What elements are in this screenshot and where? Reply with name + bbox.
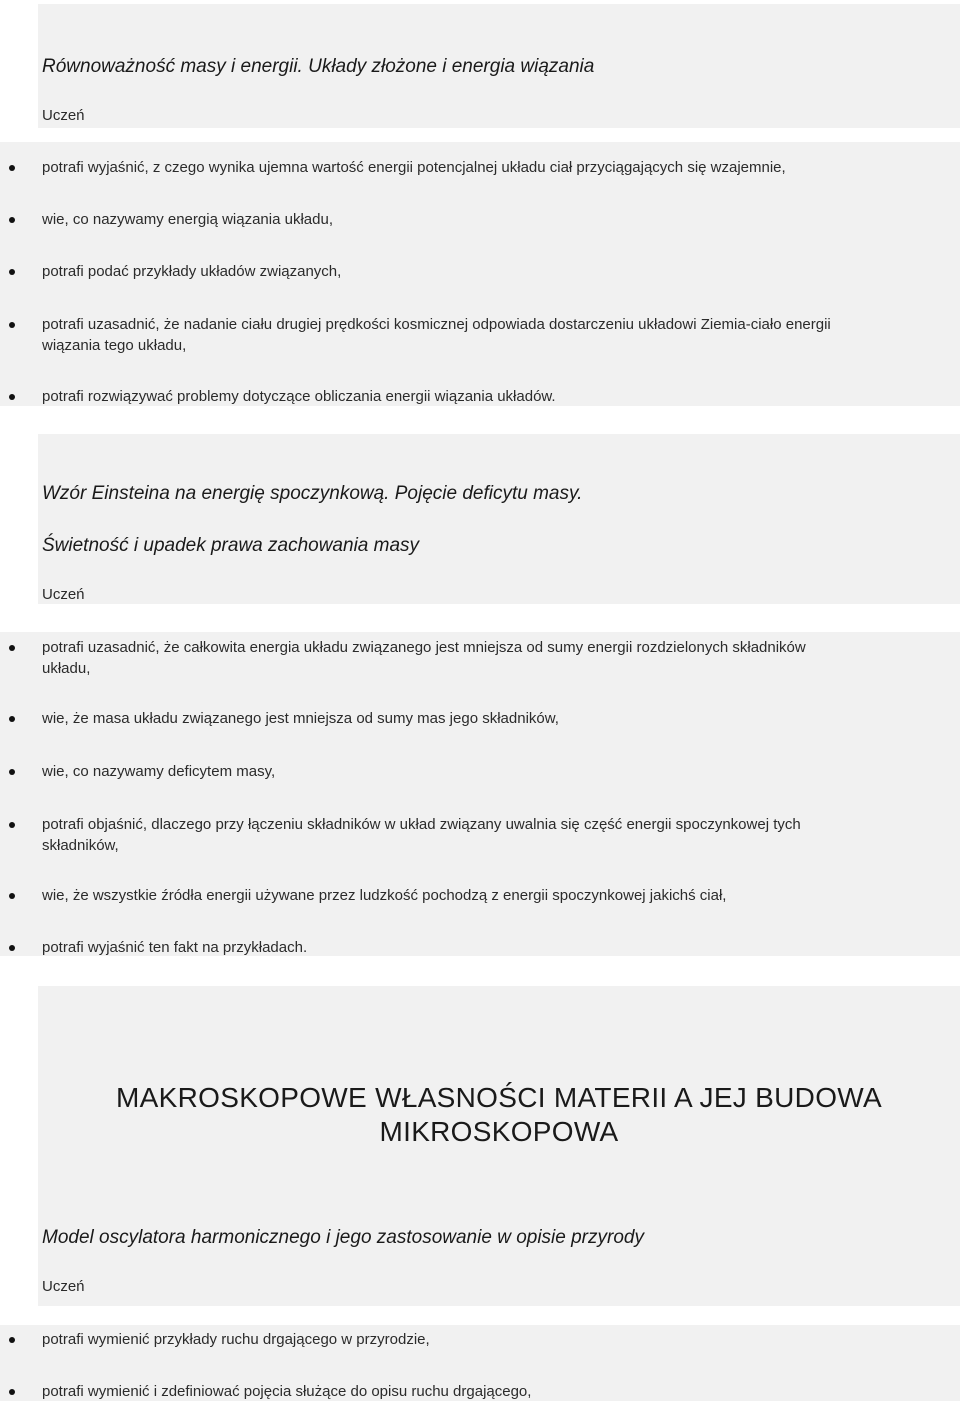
chapter-heading-line-2: MIKROSKOPOWA xyxy=(379,1116,619,1147)
list-item: potrafi objaśnić, dlaczego przy łączeniu składników w układ związany uwalnia się część energii spoczynkowej tych xyxy=(42,816,801,833)
list-item-continued: składników, xyxy=(42,837,119,854)
bullet-icon xyxy=(9,1337,15,1343)
bullet-icon xyxy=(9,893,15,899)
section-2-learner: Uczeń xyxy=(42,586,85,603)
list-item: potrafi wymienić i zdefiniować pojęcia służące do opisu ruchu drgającego, xyxy=(42,1383,532,1400)
bullet-icon xyxy=(9,645,15,651)
list-item: potrafi rozwiązywać problemy dotyczące obliczania energii wiązania układów. xyxy=(42,388,556,405)
section-3-learner: Uczeń xyxy=(42,1278,85,1295)
bullet-icon xyxy=(9,322,15,328)
list-item: potrafi wyjaśnić, z czego wynika ujemna wartość energii potencjalnej układu ciał przyciągających się wzajemnie, xyxy=(42,159,786,176)
section-2-list-bg xyxy=(0,632,960,956)
bullet-icon xyxy=(9,945,15,951)
section-1-title: Równoważność masy i energii. Układy złożone i energia wiązania xyxy=(42,56,595,77)
bullet-icon xyxy=(9,217,15,223)
list-item: wie, że masa układu związanego jest mniejsza od sumy mas jego składników, xyxy=(42,710,559,727)
section-2-title: Wzór Einsteina na energię spoczynkową. Pojęcie deficytu masy. xyxy=(42,483,583,504)
bullet-icon xyxy=(9,394,15,400)
bullet-icon xyxy=(9,165,15,171)
bullet-icon xyxy=(9,1389,15,1395)
section-2-subtitle: Świetność i upadek prawa zachowania masy xyxy=(42,535,420,556)
bullet-icon xyxy=(9,716,15,722)
list-item: wie, że wszystkie źródła energii używane przez ludzkość pochodzą z energii spoczynkowej jakichś ciał, xyxy=(42,887,727,904)
section-1-learner: Uczeń xyxy=(42,107,85,124)
list-item-continued: wiązania tego układu, xyxy=(42,337,187,354)
bullet-icon xyxy=(9,769,15,775)
bullet-icon xyxy=(9,269,15,275)
section-3-title: Model oscylatora harmonicznego i jego zastosowanie w opisie przyrody xyxy=(42,1227,644,1248)
section-2-header-bg xyxy=(38,434,960,604)
list-item: potrafi uzasadnić, że nadanie ciału drugiej prędkości kosmicznej odpowiada dostarczeniu układowi Ziemia-ciało energii xyxy=(42,316,831,333)
chapter-heading: MAKROSKOPOWE WŁASNOŚCI MATERII A JEJ BUDOWA xyxy=(116,1082,882,1113)
list-item: potrafi wyjaśnić ten fakt na przykładach. xyxy=(42,939,308,956)
list-item: potrafi uzasadnić, że całkowita energia układu związanego jest mniejsza od sumy energii rozdzielonych składników xyxy=(42,639,806,656)
bullet-icon xyxy=(9,822,15,828)
list-item: potrafi wymienić przykłady ruchu drgającego w przyrodzie, xyxy=(42,1331,430,1348)
list-item: wie, co nazywamy deficytem masy, xyxy=(42,763,276,780)
list-item: wie, co nazywamy energią wiązania układu, xyxy=(42,211,333,228)
list-item-continued: układu, xyxy=(42,660,91,677)
list-item: potrafi podać przykłady układów związanych, xyxy=(42,263,342,280)
